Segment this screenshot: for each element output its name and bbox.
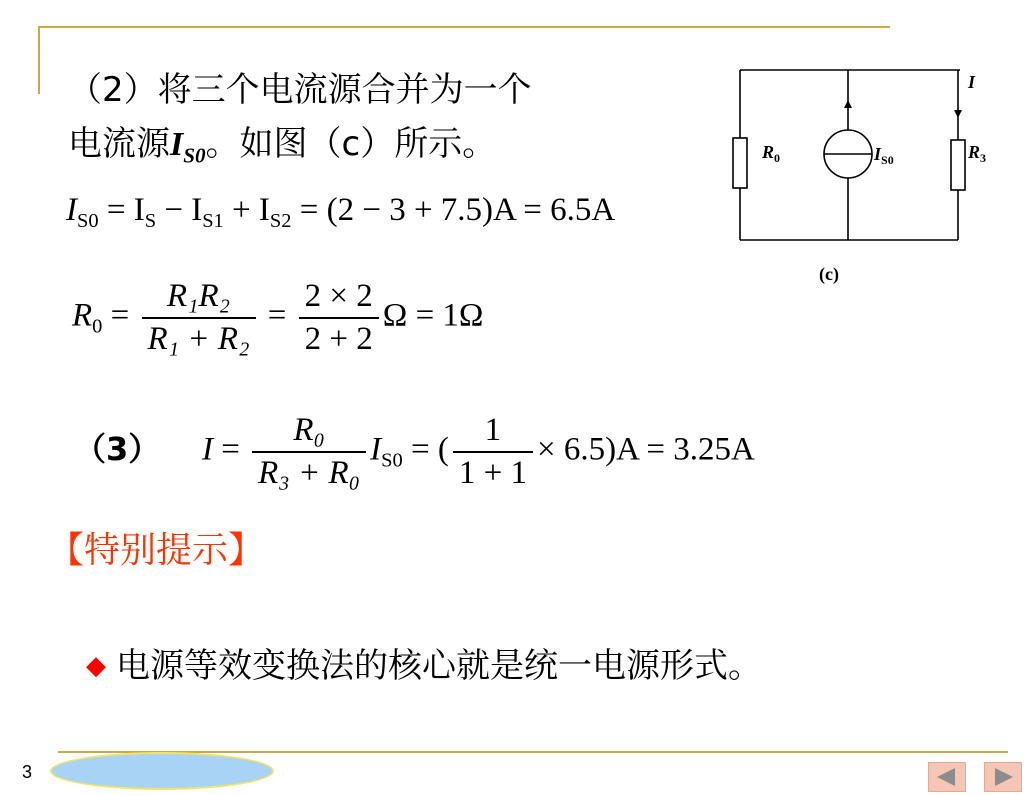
r3-resistor <box>951 140 965 190</box>
figure-caption: (c) <box>819 264 839 284</box>
frame-top-line <box>38 26 890 28</box>
eq3-mid: = ( <box>411 431 449 468</box>
eq1-part3: + I <box>232 192 270 228</box>
eq2-den2: 2 + 2 <box>304 321 373 357</box>
eq3-num: R₀ <box>252 412 366 453</box>
eq3-frac1 <box>252 412 366 492</box>
current-i-label: I <box>968 72 976 92</box>
circuit-diagram <box>700 60 1020 300</box>
eq2-den: R₁ + R₂ <box>147 321 250 357</box>
r3-label: $R_3$ <box>968 142 987 165</box>
eq2-tail: Ω = 1Ω <box>382 297 484 334</box>
line2-suffix: 。如图（c）所示。 <box>205 124 497 164</box>
arrow-up-icon <box>844 100 852 108</box>
arrow-down-icon <box>954 110 962 118</box>
r0-resistor <box>733 138 747 188</box>
eq3-frac2 <box>453 412 533 492</box>
eq2-num2: 2 × 2 <box>299 278 379 319</box>
eq3-num2: 1 <box>453 412 533 453</box>
eq3-den2: 1 + 1 <box>458 455 527 491</box>
is0-sub: S0 <box>183 143 206 168</box>
equation-r0: $R_0$ = $\frac{\text{R₁R₂}}{\text{R₁ + R₂}}$ = $\frac{2 \times 2}{2 + 2}$ Ω = 1Ω <box>72 278 484 357</box>
eq2-frac1 <box>142 278 256 358</box>
is0-symbol: $I_{S0}$ <box>170 126 206 168</box>
frame-left-line <box>38 26 40 94</box>
special-note-title: 【特别提示】 <box>48 530 265 571</box>
eq1-part2: − I <box>164 192 203 228</box>
triangle-right-icon <box>985 763 1021 791</box>
step2-text-2 <box>68 116 496 168</box>
line2-prefix: 电流源 <box>68 124 170 164</box>
page-number: 3 <box>22 762 33 782</box>
triangle-left-icon <box>929 763 965 791</box>
eq3-den: R₃ + R₀ <box>258 455 361 491</box>
footer-oval <box>50 752 274 790</box>
eq3-tail: × 6.5)A = 3.25A <box>536 431 755 468</box>
step2-text: （2）将三个电流源合并为一个 <box>68 70 532 110</box>
eq1-part1: = I <box>106 192 145 228</box>
bullet-item <box>86 638 762 687</box>
equation-is0: $I_{S0} = I_S - I_{S1} + I_{S2} = (2 - 3 + 7.5)A = 6.5A$ <box>66 192 616 233</box>
prev-slide-button[interactable] <box>928 762 966 792</box>
diamond-bullet-icon: ◆ <box>86 651 106 681</box>
step3-label: （3） <box>74 430 161 468</box>
equation-i: I = $\frac{\text{R₀}}{\text{R₃ + R₀}}$ $I_{S0}$ = ( $\frac{1}{1 + 1}$ × 6.5)A = 3.25A <box>202 412 755 491</box>
bullet-text: 电源等效变换法的核心就是统一电源形式。 <box>116 646 762 686</box>
is0-label: $I_{S0}$ <box>874 144 894 167</box>
next-slide-button[interactable] <box>984 762 1022 792</box>
r0-label: $R_0$ <box>762 142 781 165</box>
eq2-num: R₁R₂ <box>142 278 256 319</box>
eq2-frac2 <box>299 278 379 358</box>
eq1-tail: = (2 − 3 + 7.5)A = 6.5A <box>299 192 616 228</box>
